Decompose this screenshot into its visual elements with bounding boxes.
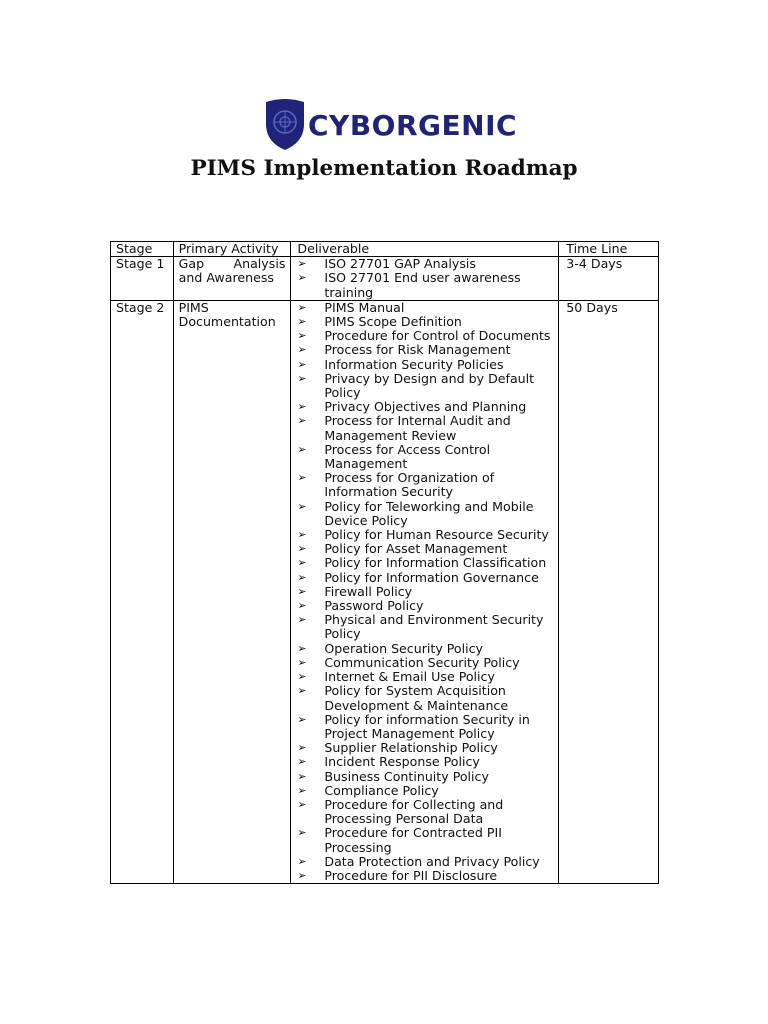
- deliverable-text: Procedure for PII Disclosure: [324, 867, 498, 883]
- list-item: [297, 670, 553, 684]
- arrow-bullet-icon: ➢: [297, 357, 307, 371]
- list-item: [297, 826, 553, 854]
- arrow-bullet-icon: ➢: [297, 741, 307, 755]
- list-item: [297, 343, 553, 357]
- list-item: [297, 571, 553, 585]
- deliverable-text: Policy for Teleworking and Mobile Device Policy: [324, 498, 534, 528]
- deliverable-list: [297, 257, 553, 300]
- list-item: [297, 542, 553, 556]
- list-item: [297, 414, 553, 442]
- cell-stage: Stage 2: [111, 300, 174, 883]
- arrow-bullet-icon: ➢: [297, 769, 307, 783]
- deliverable-text: Compliance Policy: [324, 782, 439, 798]
- list-item: [297, 798, 553, 826]
- arrow-bullet-icon: ➢: [297, 499, 307, 513]
- list-item: [297, 613, 553, 641]
- company-logo: [262, 96, 517, 154]
- deliverable-text: Physical and Environment Security Policy: [324, 612, 544, 642]
- arrow-bullet-icon: ➢: [297, 471, 307, 485]
- list-item: [297, 329, 553, 343]
- header-deliverable: Deliverable: [291, 242, 559, 257]
- list-item: [297, 642, 553, 656]
- list-item: [297, 556, 553, 570]
- arrow-bullet-icon: ➢: [297, 257, 307, 271]
- list-item: [297, 528, 553, 542]
- arrow-bullet-icon: ➢: [297, 670, 307, 684]
- arrow-bullet-icon: ➢: [297, 371, 307, 385]
- list-item: [297, 755, 553, 769]
- arrow-bullet-icon: ➢: [297, 542, 307, 556]
- deliverable-text: ISO 27701 GAP Analysis: [324, 256, 476, 272]
- arrow-bullet-icon: ➢: [297, 641, 307, 655]
- arrow-bullet-icon: ➢: [297, 329, 307, 343]
- list-item: [297, 741, 553, 755]
- arrow-bullet-icon: ➢: [297, 854, 307, 868]
- deliverable-text: Policy for Human Resource Security: [324, 527, 549, 543]
- cell-activity: Gap Analysis and Awareness: [173, 257, 291, 301]
- page-title: PIMS Implementation Roadmap: [190, 156, 578, 181]
- arrow-bullet-icon: ➢: [297, 300, 307, 314]
- arrow-bullet-icon: ➢: [297, 271, 307, 285]
- arrow-bullet-icon: ➢: [297, 599, 307, 613]
- table-header-row: [111, 242, 659, 257]
- shield-logo-icon: [262, 98, 308, 152]
- deliverable-text: Internet & Email Use Policy: [324, 669, 495, 685]
- deliverable-text: Policy for Information Classification: [324, 555, 547, 571]
- list-item: [297, 271, 553, 299]
- arrow-bullet-icon: ➢: [297, 584, 307, 598]
- list-item: [297, 713, 553, 741]
- deliverable-text: Firewall Policy: [324, 583, 413, 599]
- deliverable-text: Business Continuity Policy: [324, 768, 489, 784]
- list-item: [297, 869, 553, 883]
- cell-stage: Stage 1: [111, 257, 174, 301]
- cell-timeline: 3-4 Days: [559, 257, 659, 301]
- arrow-bullet-icon: ➢: [297, 655, 307, 669]
- deliverable-text: Policy for System Acquisition Development & Maintenance: [324, 683, 509, 713]
- logo-text: CYBORGENIC: [308, 108, 518, 142]
- deliverable-text: Password Policy: [324, 598, 424, 614]
- deliverable-text: Procedure for Collecting and Processing Personal Data: [324, 796, 504, 827]
- deliverable-text: Policy for information Security in Project Management Policy: [324, 711, 530, 741]
- list-item: [297, 372, 553, 400]
- arrow-bullet-icon: ➢: [297, 797, 307, 811]
- header-activity: Primary Activity: [173, 242, 291, 257]
- arrow-bullet-icon: ➢: [297, 400, 307, 414]
- list-item: [297, 784, 553, 798]
- list-item: [297, 855, 553, 869]
- arrow-bullet-icon: ➢: [297, 528, 307, 542]
- header-stage: Stage: [111, 242, 174, 257]
- arrow-bullet-icon: ➢: [297, 868, 307, 882]
- table-row: [111, 300, 659, 883]
- deliverable-text: Process for Access Control Management: [324, 441, 491, 472]
- cell-activity: PIMS Documentation: [173, 300, 291, 883]
- arrow-bullet-icon: ➢: [297, 442, 307, 456]
- list-item: [297, 400, 553, 414]
- list-item: [297, 358, 553, 372]
- list-item: [297, 684, 553, 712]
- list-item: [297, 443, 553, 471]
- deliverable-text: Supplier Relationship Policy: [324, 740, 498, 756]
- deliverable-text: Incident Response Policy: [324, 754, 480, 770]
- deliverable-text: Procedure for Contracted PII Processing: [324, 825, 502, 855]
- deliverable-text: Process for Organization of Information Security: [324, 470, 495, 500]
- deliverable-text: Privacy Objectives and Planning: [324, 399, 527, 415]
- deliverable-text: Privacy by Design and by Default Policy: [324, 370, 535, 401]
- list-item: [297, 770, 553, 784]
- arrow-bullet-icon: ➢: [297, 570, 307, 584]
- arrow-bullet-icon: ➢: [297, 343, 307, 357]
- arrow-bullet-icon: ➢: [297, 684, 307, 698]
- arrow-bullet-icon: ➢: [297, 783, 307, 797]
- deliverable-text: Process for Risk Management: [324, 342, 511, 358]
- list-item: [297, 585, 553, 599]
- list-item: [297, 257, 553, 271]
- table-row: [111, 257, 659, 301]
- deliverable-text: ISO 27701 End user awareness training: [324, 270, 521, 300]
- roadmap-table: [110, 241, 659, 884]
- arrow-bullet-icon: ➢: [297, 712, 307, 726]
- arrow-bullet-icon: ➢: [297, 414, 307, 428]
- list-item: [297, 500, 553, 528]
- list-item: [297, 656, 553, 670]
- list-item: [297, 315, 553, 329]
- list-item: [297, 301, 553, 315]
- list-item: [297, 599, 553, 613]
- cell-deliverables: [291, 300, 559, 883]
- arrow-bullet-icon: ➢: [297, 556, 307, 570]
- deliverable-text: Process for Internal Audit and Management Review: [324, 413, 511, 443]
- arrow-bullet-icon: ➢: [297, 613, 307, 627]
- deliverable-text: Data Protection and Privacy Policy: [324, 853, 540, 869]
- deliverable-text: Procedure for Control of Documents: [324, 328, 551, 344]
- deliverable-list: [297, 301, 553, 883]
- arrow-bullet-icon: ➢: [297, 755, 307, 769]
- deliverable-text: Policy for Information Governance: [324, 569, 539, 585]
- deliverable-text: Information Security Policies: [324, 356, 504, 372]
- deliverable-text: PIMS Manual: [324, 299, 405, 315]
- deliverable-text: Operation Security Policy: [324, 640, 484, 656]
- cell-timeline: 50 Days: [559, 300, 659, 883]
- arrow-bullet-icon: ➢: [297, 826, 307, 840]
- deliverable-text: Policy for Asset Management: [324, 541, 508, 557]
- deliverable-text: Communication Security Policy: [324, 654, 520, 670]
- list-item: [297, 471, 553, 499]
- deliverable-text: PIMS Scope Definition: [324, 314, 462, 330]
- header-timeline: Time Line: [559, 242, 659, 257]
- arrow-bullet-icon: ➢: [297, 315, 307, 329]
- cell-deliverables: [291, 257, 559, 301]
